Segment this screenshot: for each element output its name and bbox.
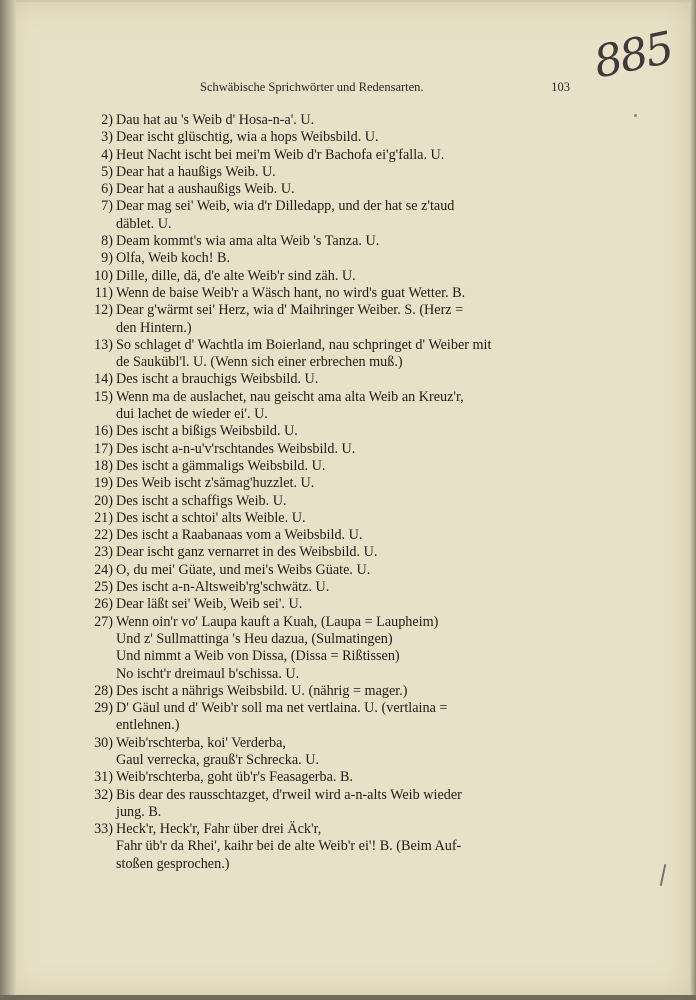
entry-number: 24) [94, 561, 113, 578]
proverb-entry [90, 683, 572, 700]
entry-number: 7) [101, 198, 113, 215]
entry-number: 28) [94, 682, 113, 699]
entry-number: 31) [94, 769, 113, 786]
header-title: Schwäbische Sprichwörter und Redensarten. [200, 80, 424, 94]
proverb-entry [90, 510, 572, 527]
entry-line: Gaul verrecka, grauß'r Schrecka. U. [116, 751, 320, 768]
proverb-entry [90, 475, 572, 492]
proverb-entry [90, 147, 572, 164]
entry-line: Deam kommt's wia ama alta Weib 's Tanza. U. [116, 233, 380, 250]
entry-number: 2) [101, 112, 113, 128]
entry-line: O, du mei' Güate, und mei's Weibs Güate. U. [116, 561, 371, 578]
entry-line: Und z' Sullmattinga 's Heu dazua, (Sulmatingen) [116, 630, 393, 647]
page-edge-bottom [0, 995, 696, 1000]
entry-line: Des ischt a gämmaligs Weibsbild. U. [116, 457, 326, 474]
entry-text [116, 544, 572, 561]
entry-line: Und nimmt a Weib von Dissa, (Dissa = Rißtissen) [116, 648, 400, 665]
proverb-entry [90, 112, 572, 129]
entry-text [116, 268, 572, 285]
entry-number: 18) [94, 457, 113, 474]
entry-line: den Hintern.) [116, 319, 192, 336]
entry-number: 12) [94, 302, 113, 319]
entry-number: 27) [94, 613, 113, 630]
entry-text [116, 614, 572, 683]
entry-number: 15) [94, 388, 113, 405]
entry-number: 9) [101, 250, 113, 267]
proverb-entry [90, 458, 572, 475]
entry-line: de Saukübl'l. U. (Wenn sich einer erbrechen muß.) [116, 354, 403, 371]
entry-line: Des ischt a Raabanaas vom a Weibsbild. U. [116, 527, 363, 544]
entry-number: 30) [94, 734, 113, 751]
entry-line: entlehnen.) [116, 717, 180, 734]
entry-line: jung. B. [116, 803, 162, 820]
entry-line: Dear ischt ganz vernarret in des Weibsbild. U. [116, 544, 378, 561]
entry-text [116, 337, 572, 372]
entry-number: 8) [101, 233, 113, 250]
entry-line: Bis dear des rausschtazget, d'rweil wird a-n-alts Weib wieder [116, 786, 462, 803]
entry-number: 25) [94, 579, 113, 596]
entry-text [116, 389, 572, 424]
proverb-list [90, 112, 572, 873]
entry-text [116, 285, 572, 302]
entry-text [116, 527, 572, 544]
entry-text [116, 164, 572, 181]
entry-text [116, 233, 572, 250]
entry-number: 16) [94, 423, 113, 440]
entry-line: Heut Nacht ischt bei mei'm Weib d'r Bachofa ei'g'falla. U. [116, 146, 445, 163]
entry-number: 33) [94, 821, 113, 838]
entry-number: 10) [94, 267, 113, 284]
proverb-entry [90, 596, 572, 613]
entry-line: Des Weib ischt z'sämag'huzzlet. U. [116, 475, 315, 492]
proverb-entry [90, 389, 572, 424]
proverb-entry [90, 700, 572, 735]
entry-text [116, 769, 572, 786]
proverb-entry [90, 821, 572, 873]
entry-line: dui lachet de wieder ei'. U. [116, 406, 268, 423]
entry-text [116, 302, 572, 337]
ink-spot [634, 114, 637, 117]
entry-line: Dear läßt sei' Weib, Weib sei'. U. [116, 596, 303, 613]
proverb-entry [90, 614, 572, 683]
proverb-entry [90, 302, 572, 337]
proverb-entry [90, 562, 572, 579]
entry-number: 19) [94, 475, 113, 492]
entry-line: Dear ischt glüschtig, wia a hops Weibsbild. U. [116, 129, 379, 146]
proverb-entry [90, 423, 572, 440]
entry-line: Des ischt a-n-u'v'rschtandes Weibsbild. U. [116, 440, 356, 457]
entry-number: 22) [94, 527, 113, 544]
entry-line: Olfa, Weib koch! B. [116, 250, 231, 267]
entry-text [116, 371, 572, 388]
proverb-entry [90, 769, 572, 786]
entry-text [116, 579, 572, 596]
entry-text [116, 596, 572, 613]
entry-text [116, 475, 572, 492]
entry-text [116, 562, 572, 579]
entry-text [116, 458, 572, 475]
proverb-entry [90, 493, 572, 510]
entry-line: Dau hat au 's Weib d' Hosa-n-a'. U. [116, 112, 315, 128]
proverb-entry [90, 233, 572, 250]
entry-text [116, 147, 572, 164]
entry-line: Dear g'wärmt sei' Herz, wia d' Maihringer Weiber. S. (Herz = [116, 302, 464, 319]
entry-line: Des ischt a schaffigs Weib. U. [116, 492, 287, 509]
proverb-entry [90, 250, 572, 267]
entry-text [116, 735, 572, 770]
page-number: 103 [551, 80, 570, 94]
proverb-entry [90, 544, 572, 561]
entry-line: Des ischt a nährigs Weibsbild. U. (nährig = mager.) [116, 682, 408, 699]
entry-text [116, 112, 572, 129]
proverb-entry [90, 181, 572, 198]
entry-line: Des ischt a-n-Altsweib'rg'schwätz. U. [116, 579, 330, 596]
proverb-entry [90, 371, 572, 388]
entry-number: 21) [94, 509, 113, 526]
entry-number: 29) [94, 700, 113, 717]
entry-text [116, 181, 572, 198]
entry-line: D' Gäul und d' Weib'r soll ma net vertlaina. U. (vertlaina = [116, 700, 448, 717]
proverb-entry [90, 579, 572, 596]
proverb-entry [90, 337, 572, 372]
proverb-entry [90, 735, 572, 770]
page-edge [690, 0, 696, 1000]
entry-number: 5) [101, 163, 113, 180]
entry-line: Dear mag sei' Weib, wia d'r Dilledapp, und der hat se z'taud [116, 198, 455, 215]
entry-text [116, 198, 572, 233]
entry-number: 17) [94, 440, 113, 457]
entry-text [116, 129, 572, 146]
entry-text [116, 423, 572, 440]
entry-number: 3) [101, 129, 113, 146]
entry-number: 4) [101, 146, 113, 163]
proverb-entry [90, 787, 572, 822]
entry-number: 13) [94, 336, 113, 353]
entry-text [116, 821, 572, 873]
entry-line: Fahr üb'r da Rhei', kaihr bei de alte Weib'r ei'! B. (Beim Auf- [116, 838, 462, 855]
entry-text [116, 683, 572, 700]
entry-line: Wenn de baise Weib'r a Wäsch hant, no wird's guat Wetter. B. [116, 284, 466, 301]
entry-line: Wenn ma de auslachet, nau geischt ama alta Weib an Kreuz'r, [116, 388, 464, 405]
entry-number: 11) [94, 284, 113, 301]
proverb-entry [90, 441, 572, 458]
proverb-entry [90, 285, 572, 302]
entry-line: Dille, dille, dä, d'e alte Weib'r sind zäh. U. [116, 267, 356, 284]
entry-line: däblet. U. [116, 215, 172, 232]
entry-text [116, 441, 572, 458]
entry-number: 14) [94, 371, 113, 388]
proverb-entry [90, 129, 572, 146]
entry-line: No ischt'r dreimaul b'schissa. U. [116, 665, 300, 682]
book-binding [0, 0, 16, 1000]
entry-text [116, 250, 572, 267]
entry-line: Dear hat a haußigs Weib. U. [116, 163, 276, 180]
entry-line: Des ischt a brauchigs Weibsbild. U. [116, 371, 319, 388]
entry-number: 26) [94, 596, 113, 613]
entry-line: Dear hat a aushaußigs Weib. U. [116, 181, 295, 198]
entry-line: Wenn oin'r vo' Laupa kauft a Kuah, (Laupa = Laupheim) [116, 613, 439, 630]
entry-line: Des ischt a schtoi' alts Weible. U. [116, 509, 306, 526]
proverb-entry [90, 198, 572, 233]
entry-text [116, 787, 572, 822]
entry-text [116, 493, 572, 510]
entry-number: 6) [101, 181, 113, 198]
entry-number: 32) [94, 786, 113, 803]
entry-text [116, 700, 572, 735]
entry-number: 23) [94, 544, 113, 561]
entry-number: 20) [94, 492, 113, 509]
handwritten-annotation: 885 [589, 22, 677, 89]
entry-line: stoßen gesprochen.) [116, 855, 230, 872]
proverb-entry [90, 268, 572, 285]
entry-text [116, 510, 572, 527]
entry-line: Weib'rschterba, koi' Verderba, [116, 734, 286, 751]
entry-line: Weib'rschterba, goht üb'r's Feasagerba. B. [116, 769, 354, 786]
proverb-entry [90, 164, 572, 181]
entry-line: So schlaget d' Wachtla im Boierland, nau schpringet d' Weiber mit [116, 336, 492, 353]
entry-line: Des ischt a bißigs Weibsbild. U. [116, 423, 298, 440]
proverb-entry [90, 527, 572, 544]
entry-line: Heck'r, Heck'r, Fahr über drei Äck'r, [116, 821, 322, 838]
